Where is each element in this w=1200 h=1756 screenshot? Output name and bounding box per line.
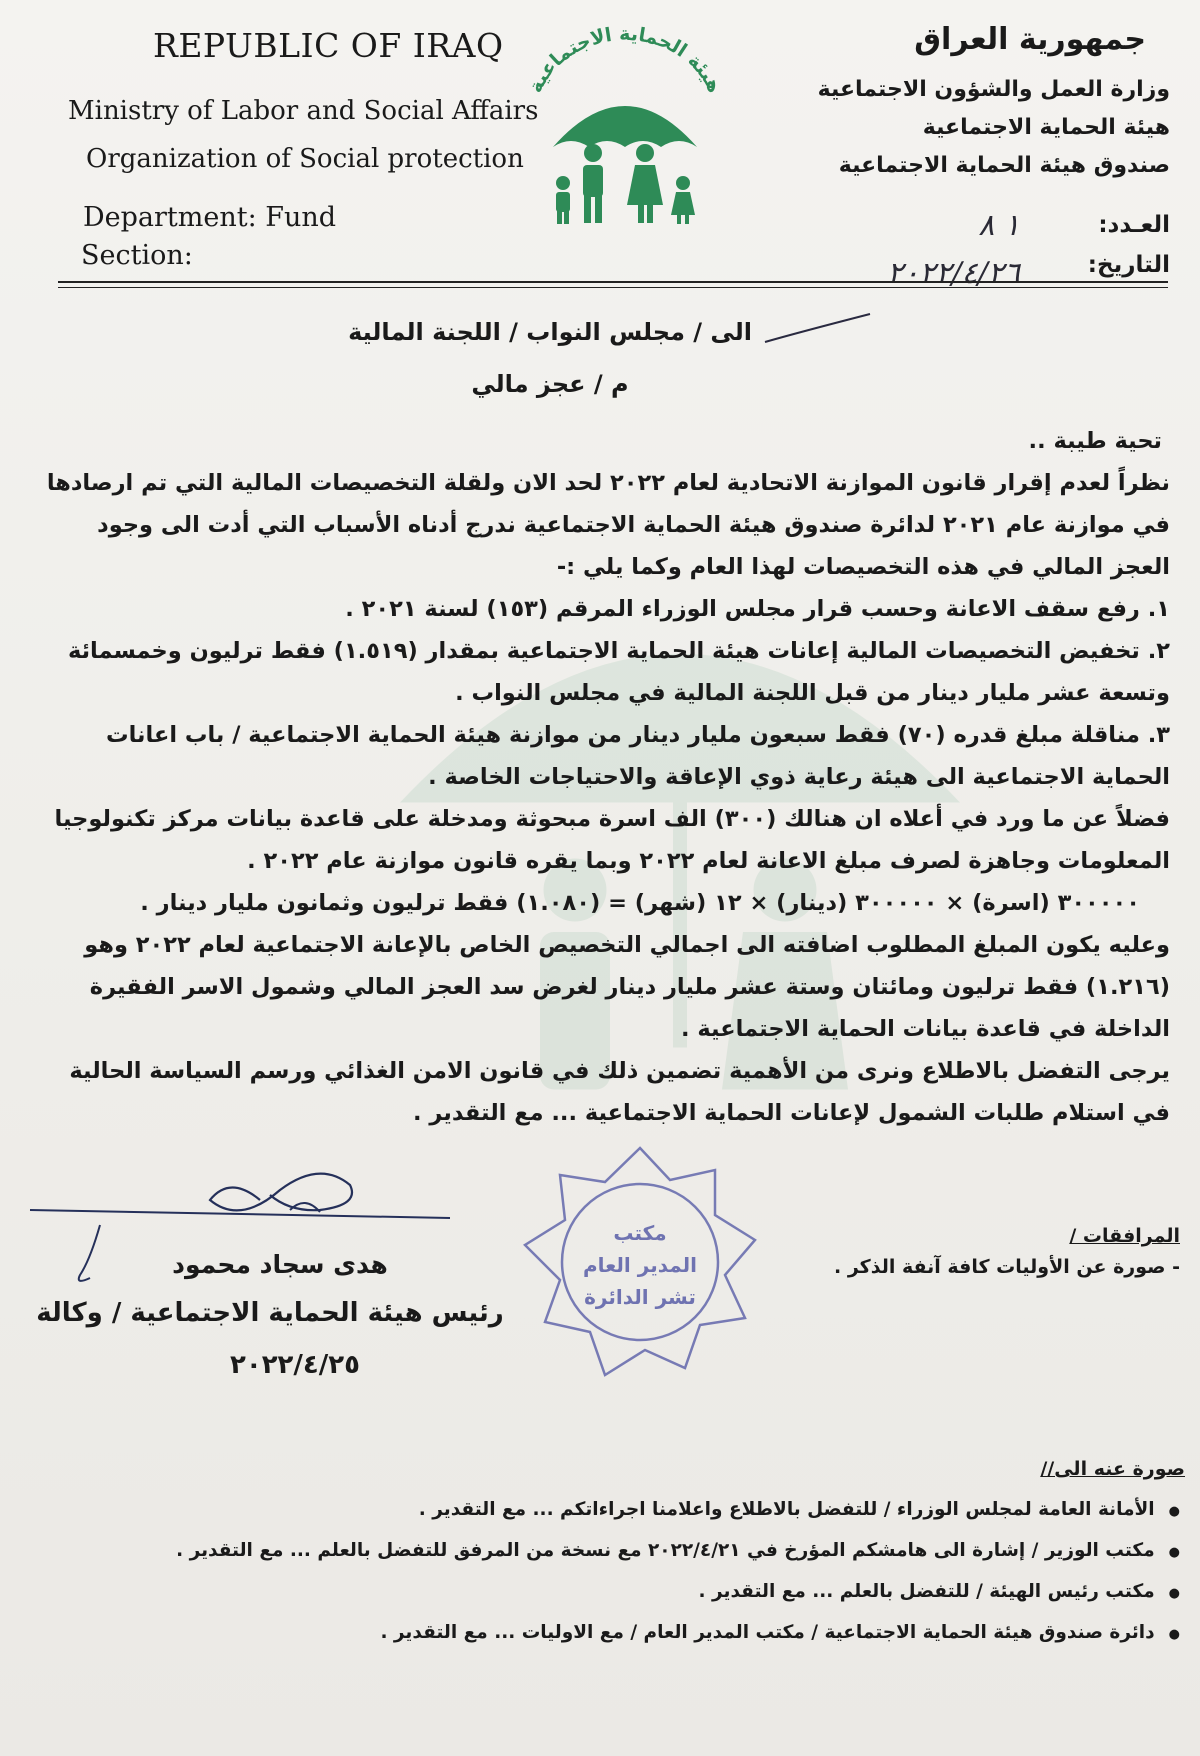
signatory-name: هدى سجاد محمود [172,1250,388,1279]
republic-title-ar: جمهورية العراق [914,22,1146,57]
paragraph-intro: نظراً لعدم إقرار قانون الموازنة الاتحادية لعام ٢٠٢٢ لحد الان ولقلة التخصيصات المالية التي تم ارصادها في موازنة عام ٢٠٢١ لدائرة صندوق هيئة الحماية الاجتماعية ندرج أدناه الأسباب التي أدت الى وجود العجز المالي في هذه التخصيصات لهذا العام وكما يلي :- [46,470,1170,580]
attachments-item: - صورة عن الأوليات كافة آنفة الذكر . [834,1256,1180,1278]
copies-title: صورة عنه الى// [1040,1458,1185,1480]
header-divider [58,281,1168,288]
point-1: ١. رفع سقف الاعانة وحسب قرار مجلس الوزراء المرقم (١٥٣) لسنة ٢٠٢١ . [345,596,1170,622]
point-2: ٢. تخفيض التخصيصات المالية إعانات هيئة الحماية الاجتماعية بمقدار (١.٥١٩) فقط ترليون وخمسمائة وتسعة عشر مليار دينار من قبل اللجنة المالية في مجلس النواب . [67,638,1170,706]
signature-date: ٢٠٢٢/٤/٢٥ [229,1350,361,1380]
greeting: تحية طيبة .. [1028,428,1162,454]
stamp-line-1: مكتب [613,1221,667,1245]
attachments-title: المرافقات / [1069,1225,1180,1247]
signatory-title: رئيس هيئة الحماية الاجتماعية / وكالة [36,1298,504,1328]
umbrella-family-icon [505,25,745,235]
date-label: التاريخ: [1087,252,1170,278]
number-label: العـدد: [1098,212,1170,238]
list-item: ● دائرة صندوق هيئة الحماية الاجتماعية / مكتب المدير العام / مع الاوليات ... مع التقدير . [80,1613,1180,1654]
department-label-en: Department: Fund [83,202,337,233]
recipient-line: الى / مجلس النواب / اللجنة المالية [348,318,752,346]
official-stamp [510,1140,770,1390]
organization-name-en: Organization of Social protection [86,144,524,174]
svg-text:هيئة الحماية الاجتماعية [524,25,725,96]
list-item: ● مكتب رئيس الهيئة / للتفضل بالعلم ... مع التقدير . [80,1572,1180,1613]
logo-arc-text: هيئة الحماية الاجتماعية [524,25,726,97]
paragraph-families: فضلاً عن ما ورد في أعلاه ان هنالك (٣٠٠) الف اسرة مبحوثة ومدخلة على قاعدة بيانات مركز تكنولوجيا المعلومات وجاهزة لصرف مبلغ الاعانة لعام ٢٠٢٢ وبما يقره قانون موازنة عام ٢٠٢٢ . [54,806,1170,874]
paragraph-required-amount: وعليه يكون المبلغ المطلوب اضافته الى اجمالي التخصيص الخاص بالإعانة الاجتماعية لعام ٢٠٢٢ وهو (١.٢١٦) فقط ترليون ومائتان وستة عشر مليار دينار لغرض سد العجز المالي وشمول الاسر الفقيرة الداخلة في قاعدة بيانات الحماية الاجتماعية . [84,932,1170,1042]
fund-name-ar: صندوق هيئة الحماية الاجتماعية [838,153,1170,178]
letter-body [40,420,1170,1134]
stamp-line-3: تشر الدائرة [584,1285,696,1309]
copies-list [80,1490,1180,1654]
paragraph-closing: يرجى التفضل بالاطلاع ونرى من الأهمية تضمين ذلك في قانون الامن الغذائي ورسم السياسة الحالية في استلام طلبات الشمول لإعانات الحماية الاجتماعية ... مع التقدير . [69,1058,1170,1126]
letter-date: ٢٠٢٢/٤/٢٦ [886,256,1020,291]
republic-title-en: REPUBLIC OF IRAQ [153,26,504,65]
list-item: ● الأمانة العامة لمجلس الوزراء / للتفضل بالاطلاع واعلامنا اجراءاتكم ... مع التقدير . [80,1490,1180,1531]
arabic-header [790,22,1170,291]
letter-number: ١ ٨ [978,208,1020,243]
organization-name-ar: هيئة الحماية الاجتماعية [922,115,1170,140]
ministry-name-en: Ministry of Labor and Social Affairs [68,96,539,126]
section-label-en: Section: [81,240,193,271]
point-3: ٣. مناقلة مبلغ قدره (٧٠) فقط سبعون مليار دينار من موازنة هيئة الحماية الاجتماعية / باب اعانات الحماية الاجتماعية الى هيئة رعاية ذوي الإعاقة والاحتياجات الخاصة . [106,722,1170,790]
calculation-line: ٣٠٠٠٠٠ (اسرة) × ٣٠٠٠٠٠ (دينار) × ١٢ (شهر) = (١.٠٨٠) فقط ترليون وثمانون مليار دينار . [140,890,1140,916]
list-item: ● مكتب الوزير / إشارة الى هامشكم المؤرخ في ٢٠٢٢/٤/٢١ مع نسخة من المرفق للتفضل بالعلم ... مع التقدير . [80,1531,1180,1572]
ministry-name-ar: وزارة العمل والشؤون الاجتماعية [817,77,1170,102]
organization-logo [505,25,745,235]
subject-line: م / عجز مالي [471,370,629,398]
stamp-line-2: المدير العام [582,1253,698,1277]
